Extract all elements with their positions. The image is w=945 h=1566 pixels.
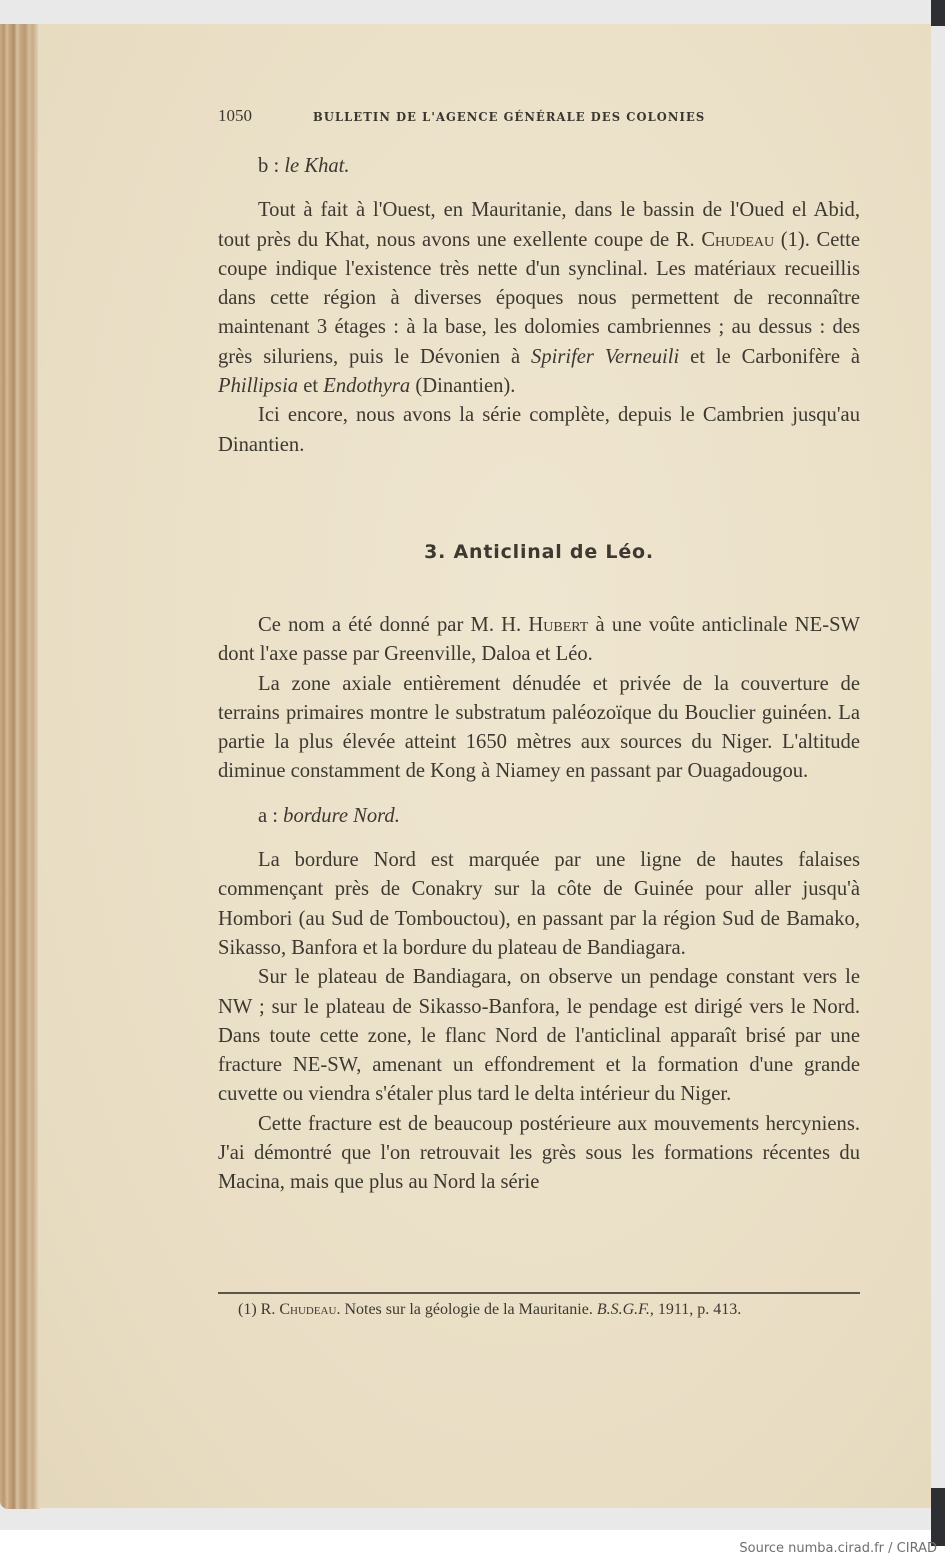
scanner-edge-bottom [931, 1488, 945, 1546]
taxon-name: Spirifer Verneuili [531, 345, 680, 368]
paragraph: Tout à fait à l'Ouest, en Mauritanie, dans le bassin de l'Oued el Abid, tout près du Khat, nous avons une exellente coupe de R. Chudeau (1). Cette coupe indique l'existence très nette d'un synclinal. Les matériaux recueillis dans cette région à diverses époques nous permettent de reconnaître maintenant 3 étages : à la base, les dolomies cambriennes ; au dessus : des grès siluriens, puis le Dévonien à Spirifer Verneuili et le Carbonifère à Phillipsia et Endothyra (Dinantien). [218, 199, 860, 398]
subsection-title: bordure Nord. [283, 804, 400, 827]
page-number: 1050 [218, 106, 252, 125]
subsection-heading-khat [218, 152, 860, 181]
paragraph: La zone axiale entièrement dénudée et privée de la couverture de terrains primaires montre le substratum paléozoïque du Bouclier guinéen. La partie la plus élevée atteint 1650 mètres aux sources du Niger. L'altitude diminue constamment de Kong à Niamey en passant par Ouagadougou. [218, 672, 860, 783]
source-credit: Source numba.cirad.fr / CIRAD [739, 1541, 937, 1556]
paragraph: Ce nom a été donné par M. H. Hubert à une voûte anticlinale NE-SW dont l'axe passe par Greenville, Daloa et Léo. [218, 614, 860, 666]
taxon-name: Endothyra [323, 375, 411, 398]
subsection-heading-nord [218, 802, 860, 831]
scanner-edge-top [931, 0, 945, 26]
author-name: Hubert [528, 614, 589, 636]
footnote-rule [218, 1292, 860, 1294]
running-header [218, 106, 763, 126]
section-heading: 3. Anticlinal de Léo. [424, 541, 654, 563]
body-text-top [218, 152, 860, 460]
paragraph: La bordure Nord est marquée par une ligne de hautes falaises commençant près de Conakry sur la côte de Guinée pour aller jusqu'à Hombori (au Sud de Tombouctou), en passant par la région Sud de Bamako, Sikasso, Banfora et la bordure du plateau de Bandiagara. [218, 849, 860, 959]
author-name: Chudeau [701, 228, 775, 251]
book-page-edges [0, 24, 40, 1509]
author-name: Chudeau [279, 1301, 337, 1318]
subsection-label: a : [258, 804, 279, 827]
footnote: (1) R. Chudeau. Notes sur la géologie de la Mauritanie. B.S.G.F., 1911, p. 413. [238, 1301, 742, 1318]
paragraph: Cette fracture est de beaucoup postérieure aux mouvements hercyniens. J'ai démontré que l'on retrouvait les grès sous les formations récentes du Macina, mais que plus au Nord la série [218, 1112, 860, 1194]
running-title: BULLETIN DE L'AGENCE GÉNÉRALE DES COLONIES [313, 109, 706, 124]
journal-name: B.S.G.F. [596, 1301, 650, 1318]
taxon-name: Phillipsia [218, 375, 299, 398]
paragraph: Ici encore, nous avons la série complète, depuis le Cambrien jusqu'au Dinantien. [218, 404, 860, 456]
subsection-label: b : [258, 155, 280, 177]
paragraph: Sur le plateau de Bandiagara, on observe un pendage constant vers le NW ; sur le plateau de Sikasso-Banfora, le pendage est dirigé vers le Nord. Dans toute cette zone, le flanc Nord de l'anticlinal apparaît brisé par une fracture NE-SW, amenant un effondrement et la formation d'une grande cuvette ou viendra s'étaler plus tard le delta intérieur du Niger. [218, 966, 860, 1106]
body-text-bottom [218, 611, 860, 1198]
subsection-title: le Khat. [284, 155, 350, 177]
